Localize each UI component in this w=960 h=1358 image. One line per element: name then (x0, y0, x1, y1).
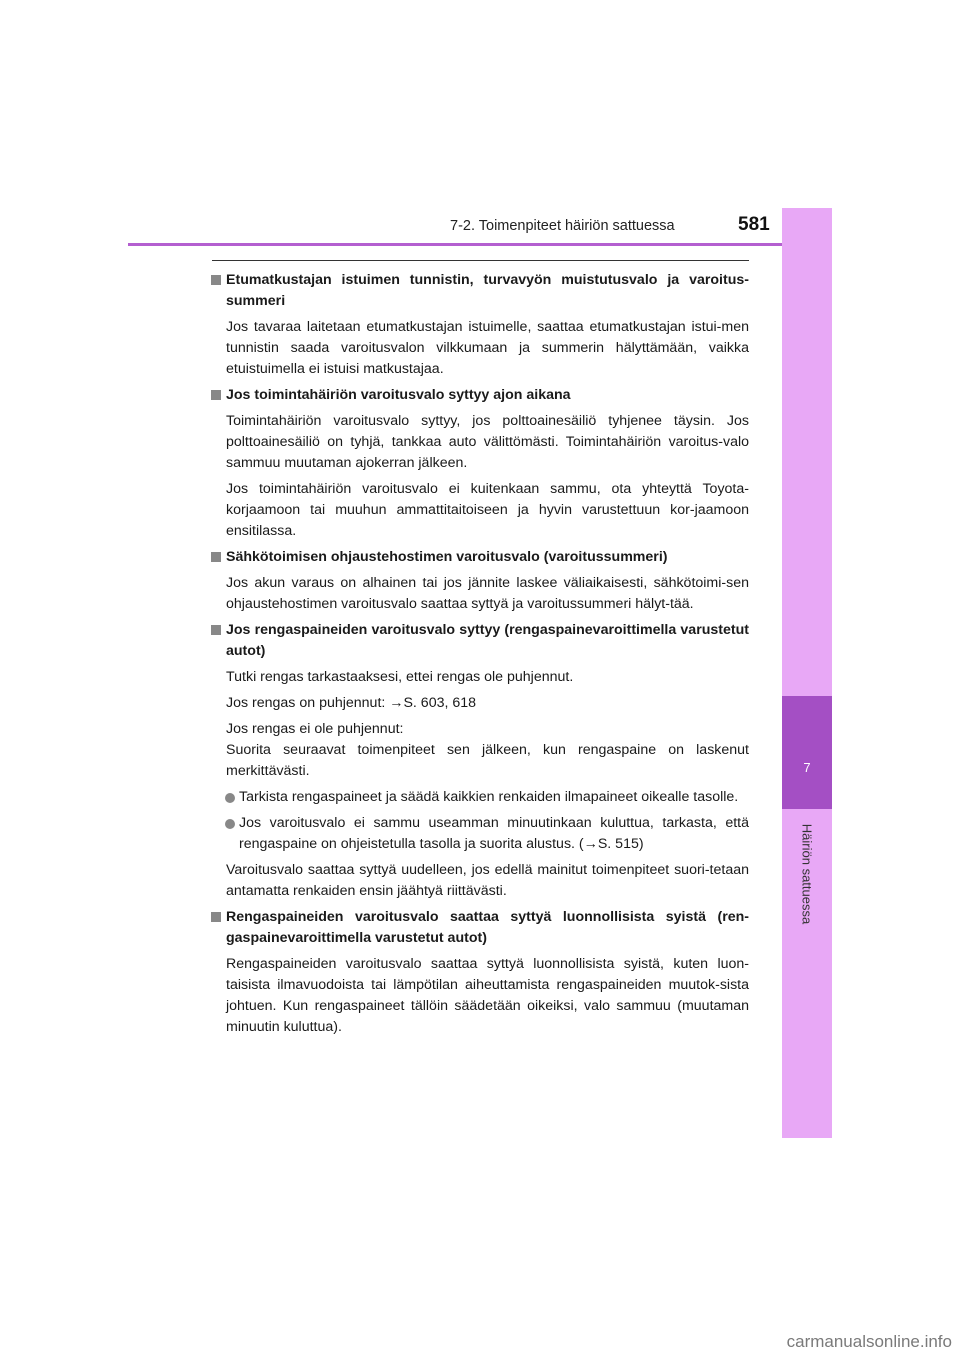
square-bullet-icon (211, 275, 221, 285)
square-bullet-icon (211, 390, 221, 400)
paragraph: Rengaspaineiden varoitusvalo saattaa syttyä luonnollisista syistä, kuten luon-taisista ilmavuodoista tai lämpötilan aiheuttamista rengaspaineiden muutok-sista johtuen. Kun rengaspaineet tällöin säädetään oikeiksi, valo sammuu (muutaman minuutin kuluttua). (226, 956, 749, 1035)
section-heading (211, 620, 749, 662)
paragraph: Varoitusvalo saattaa syttyä uudelleen, jos edellä mainitut toimenpiteet suori-tetaan antamatta renkaiden ensin jäähtyä riittävästi. (226, 862, 749, 899)
heading-text: Jos toimintahäiriön varoitusvalo syttyy ajon aikana (226, 387, 571, 403)
round-bullet-icon (225, 819, 235, 829)
heading-text: Rengaspaineiden varoitusvalo saattaa syttyä luonnollisista syistä (ren-gaspainevaroittimella varustetut autot) (226, 909, 749, 946)
paragraph: Tutki rengas tarkastaaksesi, ettei rengas ole puhjennut. (226, 669, 574, 685)
section-malfunction-light (211, 385, 749, 542)
section-passenger-seat-sensor (211, 270, 749, 380)
watermark-text: carmanualsonline.info (786, 1332, 952, 1351)
chapter-side-tab (782, 208, 832, 1138)
section-power-steering-light (211, 547, 749, 615)
paragraph (211, 719, 749, 782)
section-heading (211, 385, 749, 406)
paragraph-page-reference: Jos rengas on puhjennut: →S. 603, 618 (226, 695, 477, 711)
bullet-text: Jos varoitusvalo ei sammu useamman minuutinkaan kuluttua, tarkasta, että rengaspaine on ohjeistetulla tasolla ja suorita alustus. (→S. 515) (239, 815, 749, 852)
header-rule (128, 243, 832, 246)
section-natural-causes (211, 907, 749, 1038)
square-bullet-icon (211, 912, 221, 922)
section-tire-pressure-light (211, 620, 749, 902)
heading-text: Jos rengaspaineiden varoitusvalo syttyy (rengaspainevaroittimella varustetut autot) (226, 622, 749, 659)
paragraph-line: Jos rengas ei ole puhjennut: (226, 721, 404, 737)
bullet-item (211, 787, 749, 808)
page-number: 581 (738, 214, 770, 235)
paragraph-line: Suorita seuraavat toimenpiteet sen jälkeen, kun rengaspaine on laskenut merkittävästi. (226, 742, 749, 779)
section-heading (211, 270, 749, 312)
heading-text: Etumatkustajan istuimen tunnistin, turvavyön muistutusvalo ja varoitus-summeri (226, 272, 749, 309)
page-content (211, 270, 749, 1043)
paragraph: Toimintahäiriön varoitusvalo syttyy, jos polttoainesäiliö tyhjenee täysin. Jos polttoainesäiliö on tyhjä, tankkaa auto välittömästi. Toimintahäiriön varoitus-valo sammuu muutaman ajokerran jälkeen. (226, 413, 749, 471)
section-heading (211, 547, 749, 568)
paragraph: Jos akun varaus on alhainen tai jos jännite laskee väliaikaisesti, sähkötoimi-sen ohjaustehostimen varoitusvalo saattaa syttyä ja varoitussummeri hälyt-tää. (226, 575, 749, 612)
content-top-rule (212, 260, 749, 261)
bullet-item (211, 813, 749, 855)
section-heading (211, 907, 749, 949)
paragraph: Jos toimintahäiriön varoitusvalo ei kuitenkaan sammu, ota yhteyttä Toyota-korjaamoon tai muuhun ammattitaitoiseen ja hyvin varustettuun kor-jaamoon ensitilassa. (226, 481, 749, 539)
chapter-number-box (782, 696, 832, 809)
chapter-number: 7 (803, 760, 811, 775)
running-header-section: 7-2. Toimenpiteet häiriön sattuessa (450, 218, 675, 234)
paragraph: Jos tavaraa laitetaan etumatkustajan istuimelle, saattaa etumatkustajan istui-men tunnistin saada varoitusvalon vilkkumaan ja summerin hälyttämään, vaikka etuistuimella ei istuisi matkustajaa. (226, 319, 749, 377)
bullet-text: Tarkista rengaspaineet ja säädä kaikkien renkaiden ilmapaineet oikealle tasolle. (239, 789, 739, 805)
heading-text: Sähkötoimisen ohjaustehostimen varoitusvalo (varoitussummeri) (226, 549, 668, 565)
square-bullet-icon (211, 552, 221, 562)
round-bullet-icon (225, 793, 235, 803)
square-bullet-icon (211, 625, 221, 635)
chapter-label: Häiriön sattuessa (799, 823, 815, 925)
